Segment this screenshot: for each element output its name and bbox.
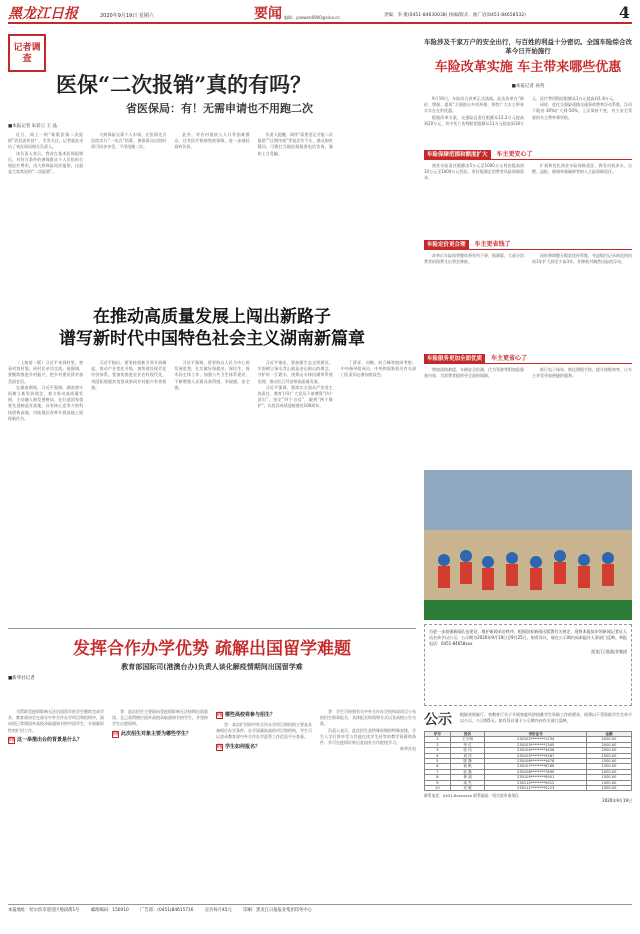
body-column: 此外，对农村低收入人口等困难群众，还有医疗救助兜底保障，进一步减轻看病负担。 xyxy=(174,132,250,150)
question-icon: 问 xyxy=(217,743,223,750)
question-icon: 问 xyxy=(9,736,15,743)
masthead xyxy=(8,3,632,24)
article-headline: 车险改革实施 车主带来哪些优惠 xyxy=(434,60,622,75)
table-header: 序号 xyxy=(425,732,451,737)
question-heading: 问 这一举措出台的背景是什么？ xyxy=(9,736,83,743)
table-cell: 230102********1234 xyxy=(485,737,586,742)
article-body xyxy=(8,360,416,620)
page-number: 4 xyxy=(618,3,630,22)
table-cell: 李 红 xyxy=(450,742,485,747)
lead-banner xyxy=(8,306,632,354)
brief-header xyxy=(424,354,632,364)
brief-title: 车主更省钱了 xyxy=(474,240,511,248)
section-title: 要闻 xyxy=(254,6,282,22)
question-heading: 问 此次招生对象主要为哪些学生？ xyxy=(113,730,192,737)
sports-event-photo xyxy=(424,470,632,620)
article-byline: ■本报记者 朱彩云 王 晶 xyxy=(8,124,58,129)
article-body xyxy=(8,709,416,885)
notice-text: 为进一步加强新闻队伍建设，维护新闻采访秩序，根据国家新闻出版署有关规定，现将本报拟申领新闻记者证人员名单予以公示，公示期为2020年9月19日至9月25日。如有异议，请在公示期内向本报社人事部门反映。举报电话：0451-84658xxx xyxy=(429,629,627,646)
table-cell: 230107********6789 xyxy=(485,764,586,769)
table-cell: 1000.00 xyxy=(586,769,631,774)
question-heading: 问 哪些高校将参与招生？ xyxy=(217,712,276,718)
issue-date: 2020年9月19日 星期六 xyxy=(100,13,154,19)
article-byline: ■新华社记者 xyxy=(8,676,35,681)
article-kicker: 车险涉及千家万户的安全出行，与百姓的利益十分密切。全国车险综合改革今日开始施行 xyxy=(424,38,632,55)
recipient-table xyxy=(424,731,632,791)
table-cell: 230109********8901 xyxy=(485,775,586,780)
article-overseas-study xyxy=(8,628,416,890)
table-cell: 6 xyxy=(425,764,451,769)
body-column: 近日，网上一则“新版医保二次报销”消息流传甚广，引发关注。记者就此采访了省医保局相关负责人。 该负责人表示，我省在基本医保报销后，对符合条件的参保群众个人负担的合规医疗费用，由大病保险再次报销，这就是大家常说的“二次报销”。 xyxy=(8,132,84,175)
body-column: 负责人提醒，网传“需要登记才能二次报销”“过期作废”等说法均不实，群众如有疑问，可拨打当地医保服务电话咨询，谨防上当受骗。 xyxy=(257,132,333,156)
table-cell: 230110********9012 xyxy=(485,780,586,785)
footer-ad-phone: 广告部：(0451)84615716 xyxy=(140,908,194,913)
article-xi-hunan xyxy=(8,360,416,622)
table-cell: 杨 帆 xyxy=(450,764,485,769)
brief-body: 改革后车险保费整体将有所下降，据测算，大部分消费者的保费支出将会降低。 同时将调整无赔款优待系数，考虑赔付记录的范围由前1年扩大到至少前3年，并降低对偶然出险的浮动。 xyxy=(424,253,632,265)
table-cell: 1000.00 xyxy=(586,775,631,780)
table-cell: 230105********4567 xyxy=(485,753,586,758)
newspaper-logo: 黑龙江日报 xyxy=(8,6,78,22)
table-cell: 周 杰 xyxy=(450,780,485,785)
article-subheadline: 教育部国际司(港澳台办)负责人谈化解疫情期间出国留学难 xyxy=(121,663,303,671)
public-notice xyxy=(424,712,632,892)
public-notice-footer: 联系电话：0451-8xxxxxxx 联系地址：哈尔滨市南岗区 xyxy=(424,793,519,799)
table-cell: 230108********7890 xyxy=(485,769,586,774)
table-cell: 230106********5678 xyxy=(485,759,586,764)
article-byline: ■本报记者 孙英 xyxy=(511,84,545,89)
table-header: 姓名 xyxy=(450,732,485,737)
brief-title: 车主更省心了 xyxy=(491,354,528,362)
table-cell: 5 xyxy=(425,759,451,764)
table-cell: 4 xyxy=(425,753,451,758)
article-subheadline: 省医保局：有！无需申请也不用跑二次 xyxy=(126,102,313,115)
table-cell: 1000.00 xyxy=(586,780,631,785)
table-cell: 1000.00 xyxy=(586,786,631,791)
footer-address: 本报地址：哈尔滨市道里区地段街1号 xyxy=(8,908,80,913)
table-cell: 张 伟 xyxy=(450,748,485,753)
table-cell: 2000.00 xyxy=(586,742,631,747)
public-notice-intro: 根据省财政厅、省教育厅关于开展家庭经济困难学生资助工作的要求，现将以下受资助学生名单予以公示，公示期5天。如有异议请于公示期内向有关部门反映。 xyxy=(460,712,632,723)
article-medical-insurance xyxy=(8,28,416,303)
table-cell: 1 xyxy=(425,737,451,742)
article-headline: 医保“二次报销”真的有吗？ xyxy=(56,72,312,97)
table-cell: 王小明 xyxy=(450,737,485,742)
article-body: 9月19日，车险综合改革正式落地。此次改革在“降价、增保、提质”方面推出多项举措，将给广大车主带来实实在在的优惠。 根据改革方案，交强险总责任限额从12.2万元提高到20万元，其中死亡伤残赔偿限额从11万元提高到18万元，医疗费用赔偿限额从1万元提高到1.8万元。 同时，优化交强险道路交通事故费率浮动系数，浮动下限由-30%扩大到-50%，上浮保持不变，对于安全驾驶的车主费率将更低。 xyxy=(424,96,632,126)
body-column: 问 哪些高校将参与招生？ 答：本次扩招的中外合作办学项目和机构主要是具备相应办学条件、办学质量较高的项目和机构，学生可以登录教育部中外合作办学监管工作信息平台查看。 问 学生如何报名？ xyxy=(216,712,312,750)
table-cell: 230103********2345 xyxy=(485,742,586,747)
table-cell: 9 xyxy=(425,780,451,785)
body-column: 大病保险无需个人申请，在医保定点医院实行“一站式”结算，参保群众出院时即可同步享受，不用再跑二次。 xyxy=(91,132,167,150)
table-cell: 3 xyxy=(425,748,451,753)
article-body xyxy=(8,132,416,296)
brief-body: 增加道路救援、车辆安全检测、代为驾驶等附加险服务内容，为消费者提供更全面的保障。 推行电子保单，简化理赔手续，提升理赔效率，让车主享受更加便捷的服务。 xyxy=(424,367,632,379)
table-row xyxy=(425,786,632,791)
footer-price: 定价每月45元 xyxy=(204,908,232,913)
page-footer xyxy=(8,904,632,924)
brief-pricing xyxy=(424,240,632,304)
table-cell: 2000.00 xyxy=(586,737,631,742)
table-cell: 8 xyxy=(425,775,451,780)
body-column: 习近平指出，要坚持创新引领开放崛起，推动产业优化升级，加快建设现代化经济体系。要加快推进农业农村现代化，巩固拓展脱贫攻坚成果同乡村振兴有效衔接。 xyxy=(91,360,167,390)
banner-line-2: 谱写新时代中国特色社会主义湖南新篇章 xyxy=(59,329,365,349)
body-column: 答：此次招生主要面向受疫情影响无法按期出国就读、且已获得相应国外高校录取通知书的学生，并坚持学生自愿原则。 问 此次招生对象主要为哪些学生？ xyxy=(112,709,208,737)
body-column: （上接第一版）习近平来到村里，察看村容村貌，同村民亲切交流。他强调，要继续推进乡村振兴，把乡村建设得更加美丽宜居。 在湖南期间，习近平强调，湖南要牢固树立新发展理念，着力推动高质量发展，主动融入新发展格局，在打造国家重要先进制造业高地、具有核心竞争力的科技创新高地、内陆地区改革开放高地上展现新作为。 xyxy=(8,360,84,421)
brief-header xyxy=(424,240,632,250)
press-card-notice xyxy=(424,624,632,706)
brief-header xyxy=(424,150,632,160)
table-header: 身份证号 xyxy=(485,732,586,737)
question-heading: 问 学生如何报名？ xyxy=(217,743,261,750)
question-icon: 问 xyxy=(217,712,223,718)
notice-signature: 黑龙江日报报业集团 xyxy=(591,649,627,654)
brief-coverage xyxy=(424,150,632,236)
table-cell: 陈 静 xyxy=(450,759,485,764)
table-cell: 2000.00 xyxy=(586,748,631,753)
article-headline: 发挥合作办学优势 疏解出国留学难题 xyxy=(73,639,351,659)
brief-title: 车主更安心了 xyxy=(496,150,533,158)
table-cell: 刘 洋 xyxy=(450,753,485,758)
body-column: 为帮助受疫情影响无法出国留学的学生继续完成学业，教育部决定在部分中外合作办学项目和机构中，面向原已拿到国外高校录取通知书的中国学生，开展临时性的扩招工作。 问 这一举措出台的背景是什么？ xyxy=(8,709,104,743)
table-cell: 吴 敏 xyxy=(450,786,485,791)
table-cell: 7 xyxy=(425,769,451,774)
editor-contacts: 责编：李 航(0451-84630038) 执编/版式：曲广岩(0451-84658532) xyxy=(384,13,526,18)
table-cell: 230104********3456 xyxy=(485,748,586,753)
brief-tag: 车险服务更加全面优质 xyxy=(424,354,485,364)
section-email: 编辑：yaowen6900@sina.cn xyxy=(284,15,340,20)
banner-line-1: 在推动高质量发展上闯出新路子 xyxy=(93,307,331,327)
footer-printer: 印刷：黑龙江日报报业集团印务中心 xyxy=(243,908,312,913)
question-icon: 问 xyxy=(113,730,119,737)
body-column: 答：学生可按照有关中外合作办学机构或项目公布的招生简章报名，具体报名时间和方式以各高校公告为准。 负责人表示，此次招生是特殊时期的特殊安排，学生入学后将享受与其他在读学生同等的教学资源和条件，并可在疫情好转后赴国外合作院校学习。 新华社电 xyxy=(320,709,416,752)
public-notice-date: 2020年9月19日 xyxy=(602,798,632,804)
footer-postcode: 邮政编码：150010 xyxy=(90,908,129,913)
body-column: 习近平指出，要加强生态文明建设，牢固树立绿水青山就是金山银山的理念，守护好一江碧水，统筹山水林田湖草系统治理，推动长江经济带高质量发展。 习近平强调，要落实全面从严治党主体责任，教育引导广大党员干部增强“四个意识”、坚定“四个自信”、做到“两个维护”，以优异成绩迎接建党100周年。 xyxy=(257,360,333,409)
body-column: 丁薛祥、刘鹤、何立峰等陪同考察。中央指导组成员、中央和国家机关有关部门负责同志参加座谈会。 xyxy=(340,360,416,378)
brief-body: 商业车险责任限额由5万元至1000万元档次提高到10万元至1000万元档次，更好地满足消费者风险保障需求。 扩展和优化商业车险保障责任，将发动机涉水、自燃、盗抢、玻璃单独破碎等纳入主险保障责任。 xyxy=(424,163,632,181)
table-header: 金额 xyxy=(586,732,631,737)
table-cell: 1500.00 xyxy=(586,764,631,769)
table-cell: 2 xyxy=(425,742,451,747)
table-cell: 黄 丽 xyxy=(450,775,485,780)
brief-tag: 车险保障范围和额度扩大 xyxy=(424,150,491,160)
brief-service xyxy=(424,354,632,418)
body-column xyxy=(341,132,416,296)
table-cell: 230111********0123 xyxy=(485,786,586,791)
reporter-investigation-badge: 记者调查 xyxy=(8,34,46,72)
body-column: 习近平强调，要坚持以人民为中心的发展思想，扎实做好保就业、保民生、保市场主体工作，加强公共卫生体系建设，不断增强人民群众获得感、幸福感、安全感。 xyxy=(174,360,250,390)
table-cell: 1500.00 xyxy=(586,759,631,764)
table-cell: 1500.00 xyxy=(586,753,631,758)
table-cell: 赵 磊 xyxy=(450,769,485,774)
brief-tag: 车险定价更合理 xyxy=(424,240,469,250)
table-cell: 10 xyxy=(425,786,451,791)
public-notice-title: 公示 xyxy=(424,712,452,728)
